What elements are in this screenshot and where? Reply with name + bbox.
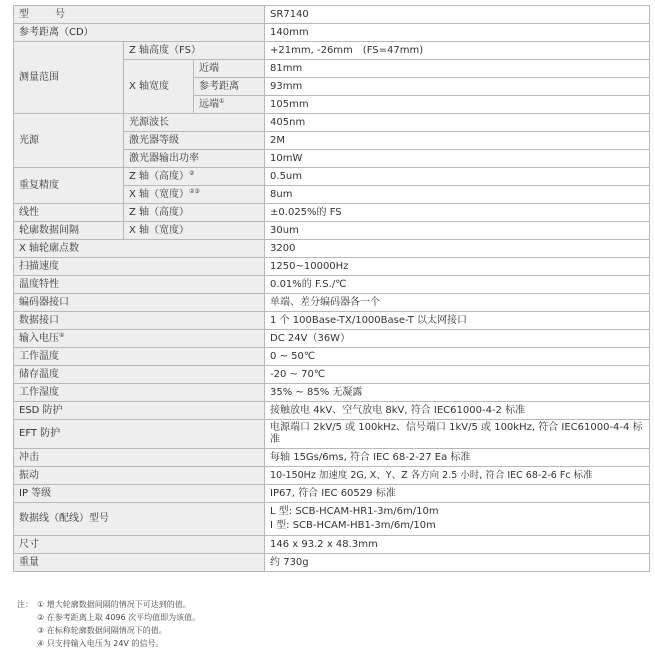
light-label: 光源: [14, 114, 124, 168]
voltage-value: DC 24V（36W）: [265, 330, 650, 348]
cable-i-type: I 型: SCB-HCAM-HB1-3m/6m/10m: [270, 520, 436, 531]
profile-interval-value: 30um: [265, 222, 650, 240]
vibration-value: 10-150Hz 加速度 2G, X、Y、Z 各方向 2.5 小时, 符合 IEC 68-2-6 Fc 标准: [265, 467, 650, 485]
near-label: 近端: [194, 60, 265, 78]
row-encoder: [14, 294, 650, 312]
footnote-prefix: 注：: [17, 600, 33, 609]
laser-class-value: 2M: [265, 132, 650, 150]
footnotes: [17, 598, 200, 650]
far-label-cell: [194, 96, 265, 114]
far-footnote: ①: [219, 97, 225, 105]
row-scan-speed: [14, 258, 650, 276]
esd-value: 接触放电 4kV、空气放电 8kV, 符合 IEC61000-4-2 标准: [265, 402, 650, 420]
model-label: 型 号: [14, 6, 265, 24]
profile-interval-label: 轮廓数据间隔: [14, 222, 124, 240]
scan-speed-value: 1250~10000Hz: [265, 258, 650, 276]
ip-label: IP 等级: [14, 485, 265, 503]
cd-label: 参考距离（CD）: [14, 24, 265, 42]
storage-temp-value: -20 ~ 70℃: [265, 366, 650, 384]
range-label: 测量范围: [14, 42, 124, 114]
row-eft: [14, 420, 650, 449]
eft-label: EFT 防护: [14, 420, 265, 449]
x-width-label: X 轴宽度: [124, 60, 194, 114]
vibration-label: 振动: [14, 467, 265, 485]
row-profile-interval: [14, 222, 650, 240]
footnote-row: [17, 598, 200, 611]
model-value: SR7140: [265, 6, 650, 24]
ref-value: 93mm: [265, 78, 650, 96]
footnote-row: [17, 637, 200, 650]
shock-label: 冲击: [14, 449, 265, 467]
far-value: 105mm: [265, 96, 650, 114]
repeat-x-value: 8um: [265, 186, 650, 204]
row-voltage: [14, 330, 650, 348]
far-label: 远端: [199, 98, 219, 110]
shock-value: 每轴 15Gs/6ms, 符合 IEC 68-2-27 Ea 标准: [265, 449, 650, 467]
size-value: 146 x 93.2 x 48.3mm: [265, 536, 650, 554]
row-wavelength: [14, 114, 650, 132]
repeat-z-footnote: ②: [189, 169, 195, 177]
row-z-height: [14, 42, 650, 60]
cable-l-type: L 型: SCB-HCAM-HR1-3m/6m/10m: [270, 506, 439, 517]
laser-power-value: 10mW: [265, 150, 650, 168]
row-shock: [14, 449, 650, 467]
repeat-x-footnote: ②③: [189, 187, 200, 195]
esd-label: ESD 防护: [14, 402, 265, 420]
op-temp-label: 工作温度: [14, 348, 265, 366]
row-vibration: [14, 467, 650, 485]
voltage-footnote: ④: [59, 331, 65, 339]
op-temp-value: 0 ~ 50℃: [265, 348, 650, 366]
x-points-value: 3200: [265, 240, 650, 258]
temp-char-value: 0.01%的 F.S./℃: [265, 276, 650, 294]
z-height-value: +21mm, -26mm (FS=47mm): [265, 42, 650, 60]
storage-temp-label: 储存温度: [14, 366, 265, 384]
cable-label: 数据线（配线）型号: [14, 503, 265, 536]
humidity-value: 35% ~ 85% 无凝露: [265, 384, 650, 402]
footnote-1: ① 增大轮廓数据间隔的情况下可达到的值。: [37, 600, 191, 609]
row-esd: [14, 402, 650, 420]
row-model: [14, 6, 650, 24]
repeat-x-label: X 轴（宽度）: [129, 188, 190, 200]
row-cd: [14, 24, 650, 42]
scan-speed-label: 扫描速度: [14, 258, 265, 276]
row-storage-temp: [14, 366, 650, 384]
row-weight: [14, 554, 650, 572]
cd-value: 140mm: [265, 24, 650, 42]
repeat-z-value: 0.5um: [265, 168, 650, 186]
repeat-label: 重复精度: [14, 168, 124, 204]
laser-power-label: 激光器输出功率: [124, 150, 265, 168]
near-value: 81mm: [265, 60, 650, 78]
wavelength-value: 405nm: [265, 114, 650, 132]
row-linearity: [14, 204, 650, 222]
footnote-row: [17, 624, 200, 637]
spec-table: [13, 5, 650, 572]
repeat-x-label-cell: [124, 186, 265, 204]
row-x-points: [14, 240, 650, 258]
row-temp-char: [14, 276, 650, 294]
cable-value: [265, 503, 650, 536]
eft-value: 电源端口 2kV/5 或 100kHz、信号端口 1kV/5 或 100kHz, 符合 IEC61000-4-4 标准: [265, 420, 650, 449]
repeat-z-label-cell: [124, 168, 265, 186]
row-ip: [14, 485, 650, 503]
weight-value: 约 730g: [265, 554, 650, 572]
row-data-interface: [14, 312, 650, 330]
size-label: 尺寸: [14, 536, 265, 554]
ref-label: 参考距离: [194, 78, 265, 96]
footnote-3: ③ 在标称轮廓数据间隔情况下的值。: [37, 626, 167, 635]
ip-value: IP67, 符合 IEC 60529 标准: [265, 485, 650, 503]
footnote-4: ④ 只支持输入电压为 24V 的信号。: [37, 639, 164, 648]
encoder-label: 编码器接口: [14, 294, 265, 312]
row-repeat-z: [14, 168, 650, 186]
temp-char-label: 温度特性: [14, 276, 265, 294]
linearity-axis: Z 轴（高度）: [124, 204, 265, 222]
data-interface-label: 数据接口: [14, 312, 265, 330]
row-humidity: [14, 384, 650, 402]
voltage-label: 输入电压: [19, 332, 59, 344]
footnote-2: ② 在参考距离上取 4096 次平均值即为该值。: [37, 613, 201, 622]
weight-label: 重量: [14, 554, 265, 572]
voltage-label-cell: [14, 330, 265, 348]
row-cable: [14, 503, 650, 536]
encoder-value: 单端、差分编码器各一个: [265, 294, 650, 312]
humidity-label: 工作湿度: [14, 384, 265, 402]
laser-class-label: 激光器等级: [124, 132, 265, 150]
data-interface-value: 1 个 100Base-TX/1000Base-T 以太网接口: [265, 312, 650, 330]
profile-interval-axis: X 轴（宽度）: [124, 222, 265, 240]
x-points-label: X 轴轮廓点数: [14, 240, 265, 258]
footnote-row: [17, 611, 200, 624]
row-size: [14, 536, 650, 554]
row-op-temp: [14, 348, 650, 366]
repeat-z-label: Z 轴（高度）: [129, 170, 190, 182]
wavelength-label: 光源波长: [124, 114, 265, 132]
linearity-value: ±0.025%的 FS: [265, 204, 650, 222]
linearity-label: 线性: [14, 204, 124, 222]
z-height-label: Z 轴高度（FS）: [124, 42, 265, 60]
